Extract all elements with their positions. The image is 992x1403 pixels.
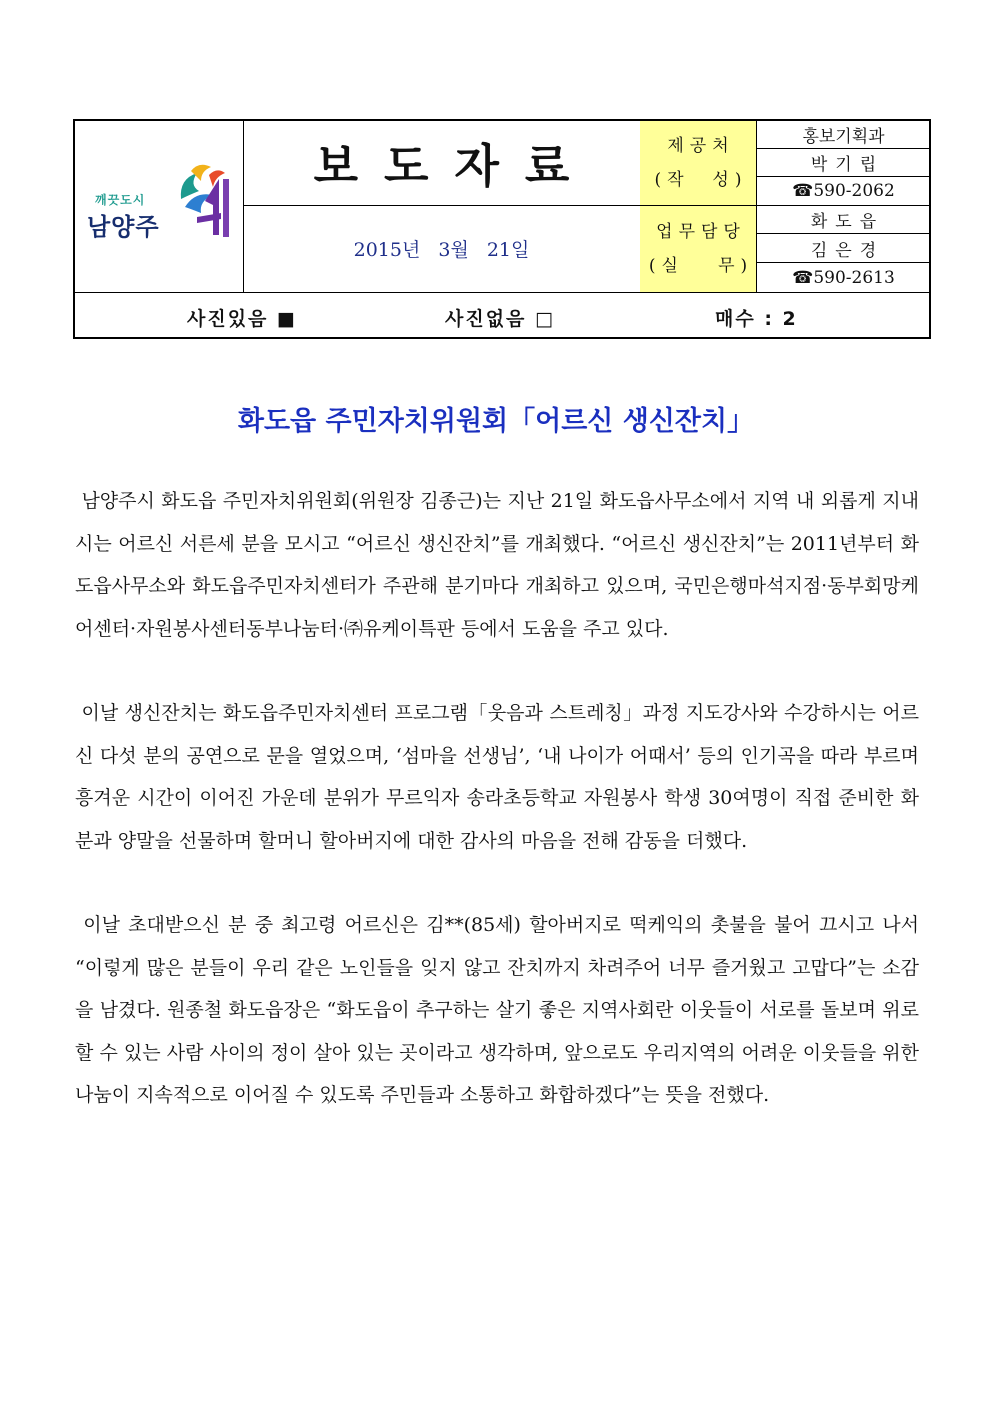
- provider-dept-cell: [756, 121, 931, 148]
- press-header-table: [73, 119, 931, 339]
- photo-no-label: 사진없음 □: [445, 308, 555, 330]
- page-count-label: 매수 : 2: [715, 308, 798, 330]
- photo-status-row: [75, 292, 931, 339]
- namyangju-logo-mark-icon: [175, 161, 233, 241]
- provider-phone-cell: [756, 177, 931, 205]
- date-cell: [243, 205, 640, 292]
- photo-yes-label: 사진있음 ■: [187, 308, 297, 330]
- manager-phone-cell: [756, 263, 931, 292]
- paragraph-3: 이날 초대받으신 분 중 최고령 어르신은 김**(85세) 할아버지로 떡케익의 촛불을 불어 끄시고 나서 “이렇게 많은 분들이 우리 같은 노인들을 잊지 않고 잔치까지 차려주어 너무 즐거웠고 고맙다”는 소감을 남겼다. 원종철 화도읍장은 “화도읍이 추구하는 살기 좋은 지역사회란 이웃들이 서로를 돌보며 위로할 수 있는 사람 사이의 정이 살아 있는 곳이라고 생각하며, 앞으로도 우리지역의 어려운 이웃들을 위한 나눔이 지속적으로 이어질 수 있도록 주민들과 소통하고 화합하겠다”는 뜻을 전했다.: [75, 914, 926, 1106]
- paragraph-1: 남양주시 화도읍 주민자치위원회(위원장 김종근)는 지난 21일 화도읍사무소에서 지역 내 외롭게 지내시는 어르신 서른세 분을 모시고 “어르신 생신잔치”를 개최했다. “어르신 생신잔치”는 2011년부터 화도읍사무소와 화도읍주민자치센터가 주관해 분기마다 개최하고 있으며, 국민은행마석지점·동부회망케어센터·자원봉사센터동부나눔터·㈜유케이특판 등에서 도움을 주고 있다.: [75, 490, 920, 640]
- provider-phone: ☎590-2062: [792, 181, 895, 201]
- logo-city-name: 남양주: [87, 213, 160, 241]
- provider-label-sub: (작 성): [654, 170, 748, 190]
- manager-label: 업무담당: [656, 222, 746, 242]
- provider-dept: 홍보기획과: [802, 127, 885, 147]
- article-headline: 화도읍 주민자치위원회「어르신 생신잔치」: [237, 406, 755, 437]
- manager-phone: ☎590-2613: [792, 267, 895, 288]
- title-cell: [243, 121, 640, 205]
- provider-label: 제공처: [667, 136, 735, 156]
- manager-dept-cell: [756, 206, 931, 233]
- manager-name-cell: [756, 234, 931, 262]
- provider-name: 박기립: [810, 155, 885, 175]
- document-title: 보도자료: [313, 139, 596, 193]
- manager-label-cell: [640, 206, 756, 292]
- release-date: 2015년 3월 21일: [353, 239, 530, 261]
- provider-label-cell: [640, 121, 756, 205]
- provider-name-cell: [756, 149, 931, 176]
- logo-slogan: 깨끗도시: [95, 193, 146, 207]
- manager-label-sub: (실 무): [648, 256, 754, 276]
- paragraph-2: 이날 생신잔치는 화도읍주민자치센터 프로그램「웃음과 스트레칭」과정 지도강사와 수강하시는 어르신 다섯 분의 공연으로 문을 열었으며, ‘섬마을 선생님’, ‘내 나이가 어때서’ 등의 인기곡을 따라 부르며 흥겨운 시간이 이어진 가운데 분위가 무르익자 송라초등학교 자원봉사 학생 30여명이 직접 준비한 화분과 양말을 선물하며 할머니 할아버지에 대한 감사의 마음을 전해 감동을 더했다.: [75, 702, 926, 852]
- article-body: [75, 480, 926, 1117]
- city-logo: [75, 121, 243, 292]
- manager-name: 김은경: [810, 240, 885, 261]
- manager-dept: 화도읍: [810, 212, 885, 232]
